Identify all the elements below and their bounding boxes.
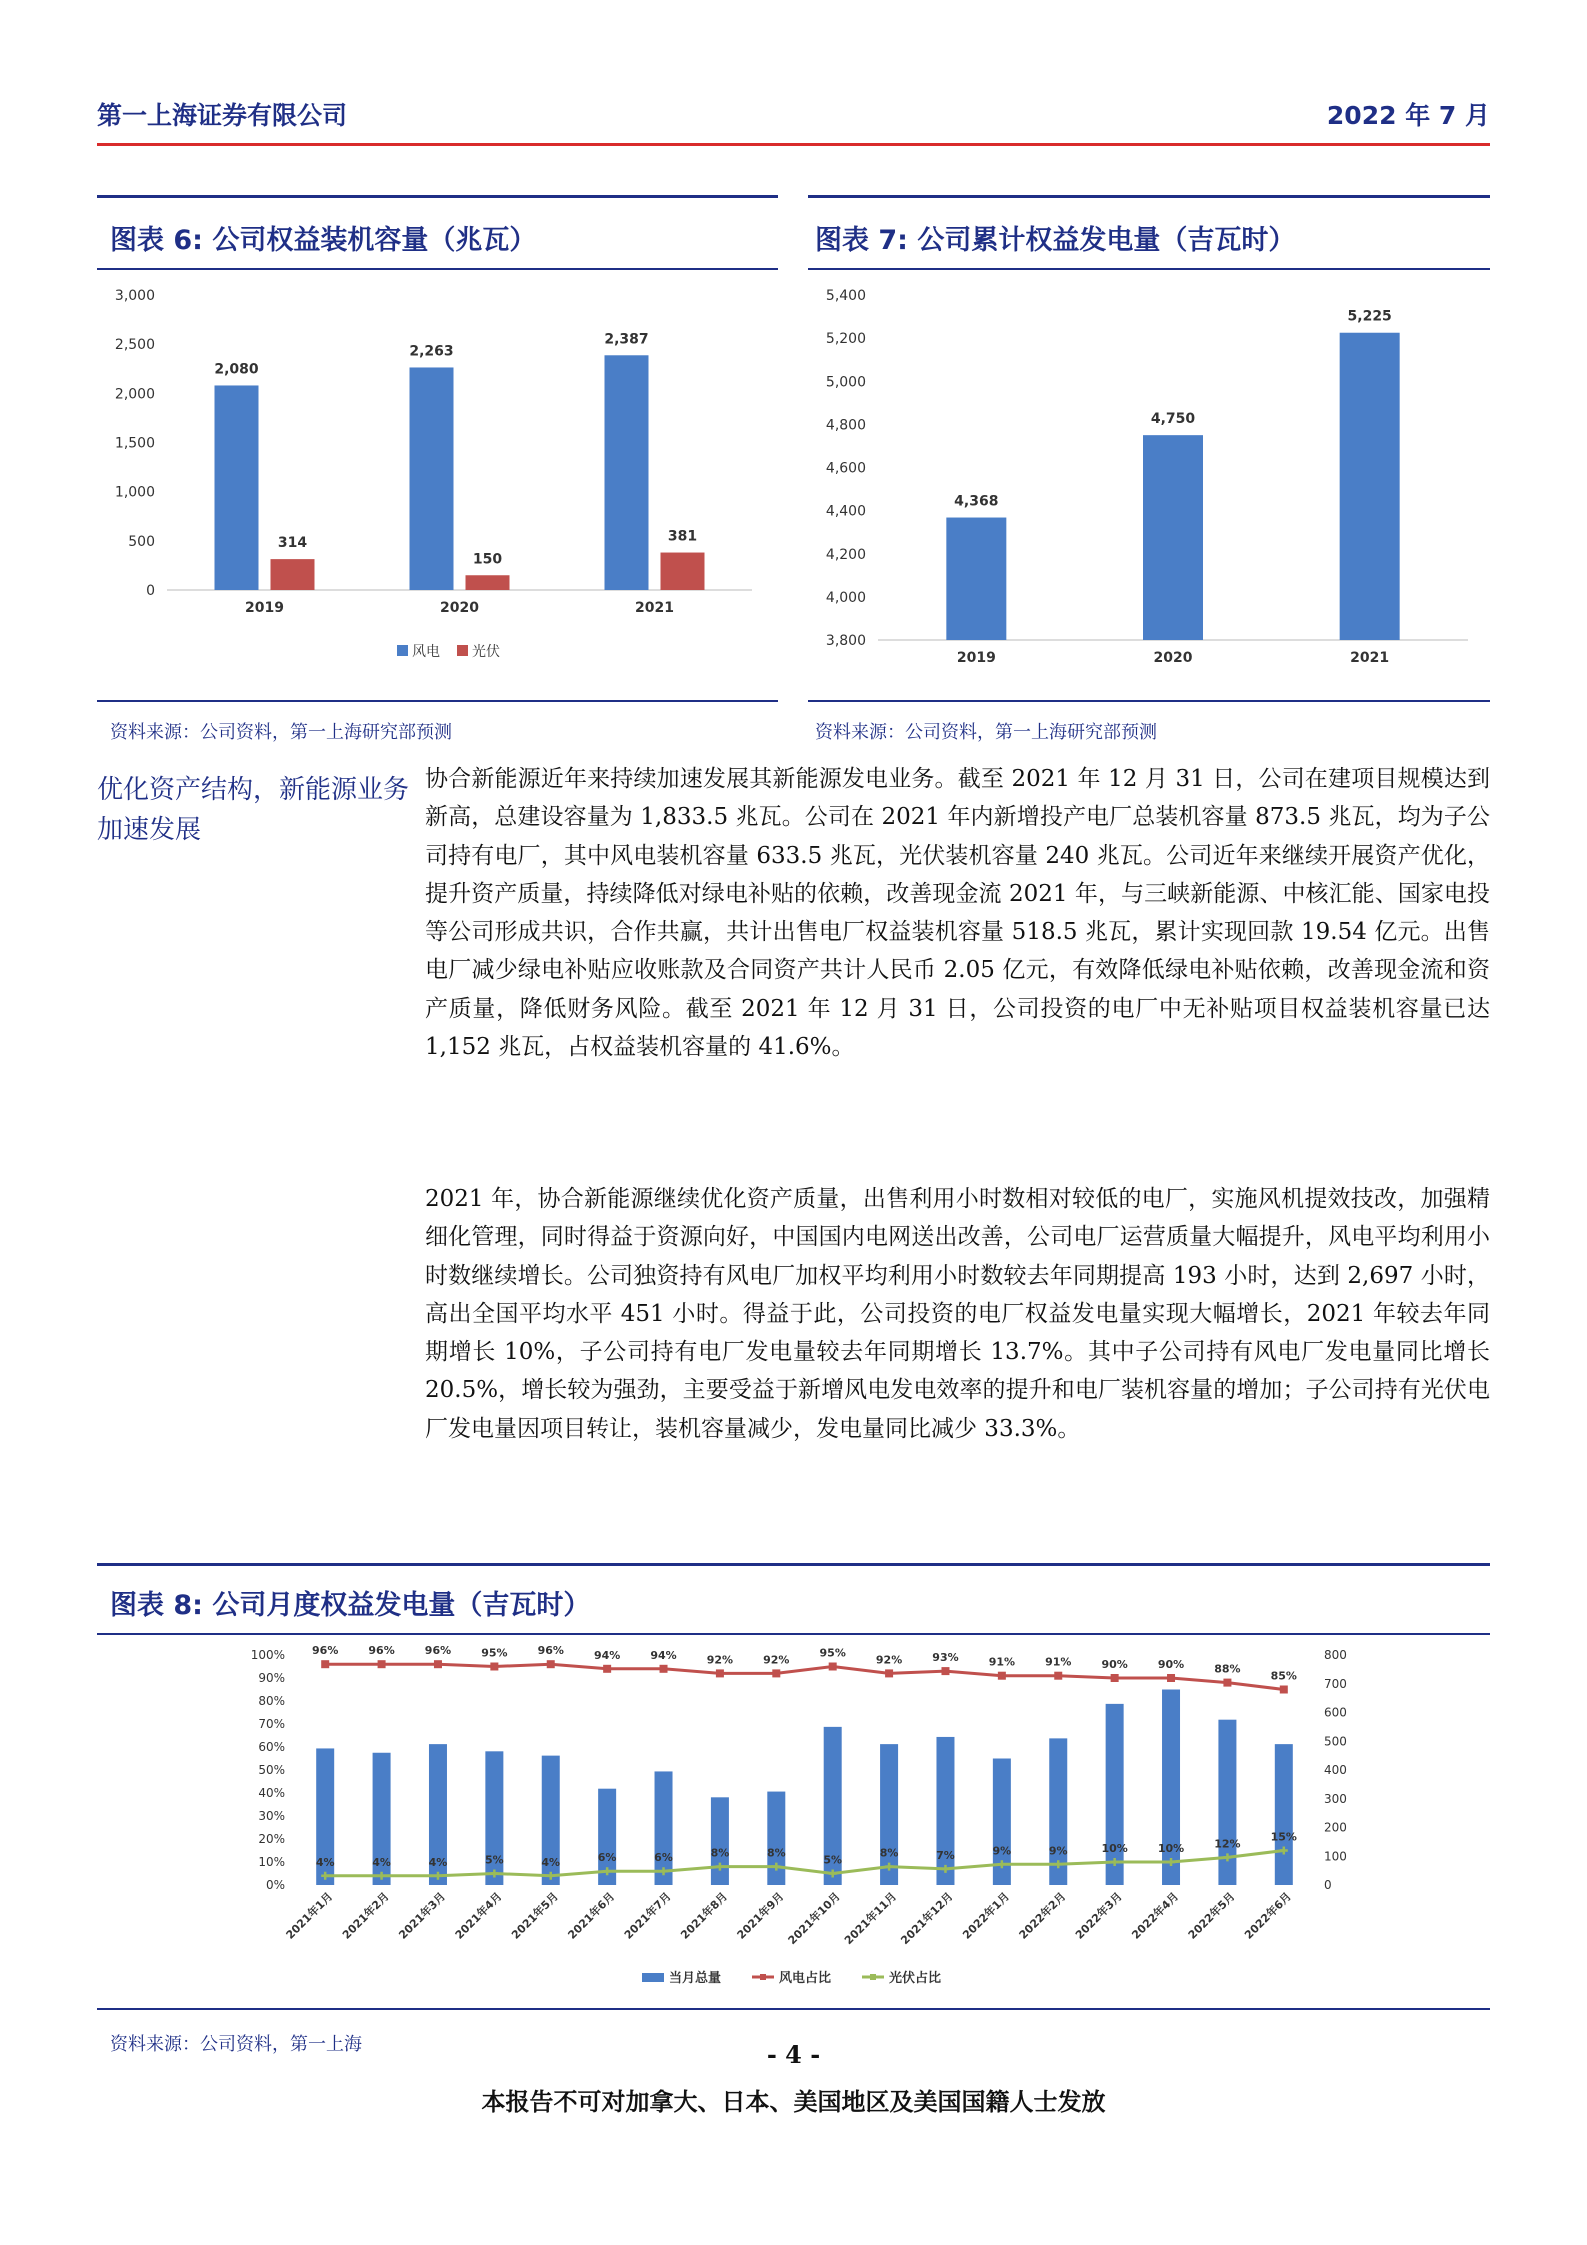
y-tick-label: 3,000 [114,288,155,304]
marker-风电占比 [885,1669,893,1677]
marker-风电占比 [998,1672,1006,1680]
bar-2022年3月 [1106,1704,1124,1885]
legend-label: 当月总量 [669,1971,722,1986]
y-tick-label: 4,000 [825,589,866,606]
data-label: 4,750 [1150,411,1196,428]
bar-2022年4月 [1162,1690,1180,1886]
x-tick-label: 2021年11月 [841,1889,900,1948]
marker-风电占比 [660,1665,668,1673]
data-label: 91% [988,1655,1016,1669]
right-y-tick: 500 [1324,1734,1347,1749]
x-tick-label: 2020 [1153,650,1193,666]
figure7-chart [808,275,1490,675]
data-label: 96% [368,1644,395,1658]
y-tick-label: 1,000 [114,484,155,501]
x-tick-label: 2019 [956,650,996,666]
marker-风电占比 [378,1660,386,1668]
marker-风电占比 [941,1667,949,1675]
data-label: 88% [1214,1662,1241,1676]
legend-label: 光伏 [472,644,500,660]
y-tick-label: 3,800 [825,633,866,649]
left-y-tick: 50% [258,1763,285,1777]
data-label: 6% [654,1851,673,1865]
x-tick-label: 2021年6月 [565,1889,618,1942]
x-tick-label: 2022年6月 [1242,1889,1294,1942]
fig8-bottom-rule [97,2008,1490,2010]
distribution-notice: 本报告不可对加拿大、日本、美国地区及美国国籍人士发放 [481,2088,1106,2116]
marker-风电占比 [490,1663,498,1671]
data-label: 150 [472,551,503,568]
right-y-tick: 0 [1324,1878,1332,1892]
left-y-tick: 20% [258,1832,285,1846]
fig67-bottom-rule [97,700,778,702]
data-label: 8% [710,1846,730,1860]
x-tick-label: 2021年12月 [898,1889,956,1948]
data-label: 8% [766,1846,786,1860]
data-label: 2,080 [214,361,259,378]
left-y-tick: 60% [258,1740,285,1754]
marker-风电占比 [1223,1679,1231,1687]
figure8-source: 资料来源：公司资料，第一上海 [110,2034,362,2055]
x-tick-label: 2021年7月 [621,1889,674,1942]
figure7-source: 资料来源：公司资料，第一上海研究部预测 [815,722,1157,743]
data-label: 4% [372,1855,391,1869]
data-label: 4% [315,1855,335,1869]
x-tick-label: 2022年1月 [960,1889,1012,1942]
data-label: 92% [763,1653,790,1667]
left-y-tick: 10% [258,1855,285,1869]
data-label: 95% [481,1646,508,1660]
x-tick-label: 2021年2月 [339,1889,392,1942]
legend-swatch [457,645,468,656]
side-heading: 优化资产结构，新能源业务加速发展 [97,775,410,845]
marker-风电占比 [434,1660,442,1668]
page-number: - 4 - [766,2040,821,2069]
fig67-top-rule-right [808,195,1490,198]
data-label: 4,368 [954,493,999,510]
bar-风电-2021 [605,355,649,590]
x-tick-label: 2019 [245,600,284,616]
y-tick-label: 0 [146,583,155,599]
bar-2021年8月 [711,1797,729,1885]
data-label: 4% [541,1855,561,1869]
bar-2020 [1143,435,1203,640]
left-y-tick: 70% [258,1717,285,1731]
x-tick-label: 2022年3月 [1072,1889,1125,1942]
x-tick-label: 2020 [440,600,479,616]
marker-风电占比 [547,1660,555,1668]
data-label: 12% [1214,1837,1241,1851]
data-label: 96% [424,1644,452,1658]
data-label: 90% [1157,1658,1185,1671]
y-tick-label: 4,800 [825,417,866,434]
legend-label: 风电 [412,644,440,660]
data-label: 96% [312,1644,339,1658]
data-label: 6% [597,1851,617,1865]
right-y-tick: 200 [1324,1820,1347,1835]
x-tick-label: 2021年1月 [283,1889,336,1942]
y-tick-label: 2,500 [114,337,155,354]
y-tick-label: 5,400 [825,288,866,304]
data-label: 15% [1270,1830,1297,1844]
report-date: 2022 年 7 月 [1326,101,1490,130]
data-label: 8% [879,1846,899,1860]
fig8-title-rule [97,1633,1490,1635]
fig8-top-rule [97,1563,1490,1566]
data-label: 10% [1157,1842,1185,1855]
data-label: 5,225 [1347,308,1392,325]
left-y-tick: 80% [258,1694,285,1708]
x-tick-label: 2022年2月 [1016,1889,1069,1942]
marker-风电占比 [1111,1674,1119,1682]
data-label: 9% [1048,1844,1068,1858]
data-label: 10% [1101,1842,1128,1855]
legend-label: 风电占比 [779,1971,832,1986]
marker-风电占比 [1054,1672,1062,1680]
figure8-chart [97,1640,1490,2005]
data-label: 91% [1045,1655,1072,1669]
data-label: 2,387 [604,331,649,348]
figure6-title: 图表 6: 公司权益装机容量（兆瓦） [110,225,537,256]
bar-2022年6月 [1275,1744,1293,1885]
figure8-title: 图表 8: 公司月度权益发电量（吉瓦时） [110,1590,591,1621]
data-label: 314 [277,535,308,552]
data-label: 5% [823,1853,843,1867]
left-y-tick: 100% [250,1648,285,1662]
marker-风电占比 [772,1669,780,1677]
right-y-tick: 400 [1324,1763,1347,1777]
bar-风电-2019 [215,385,259,590]
fig67-bottom-rule-right [808,700,1490,702]
legend-marker [870,1974,876,1980]
legend-swatch [397,645,408,656]
data-label: 95% [819,1646,846,1660]
data-label: 92% [706,1653,734,1667]
y-tick-label: 5,000 [825,374,866,391]
data-label: 94% [650,1648,677,1662]
data-label: 96% [537,1644,564,1658]
left-y-tick: 0% [265,1878,285,1892]
y-tick-label: 500 [128,533,155,550]
figure6-chart [97,275,778,675]
figure6-source: 资料来源：公司资料，第一上海研究部预测 [110,722,452,743]
bar-2021年9月 [767,1792,785,1885]
x-tick-label: 2022年4月 [1129,1889,1182,1942]
left-y-tick: 30% [258,1809,285,1823]
data-label: 85% [1270,1669,1297,1683]
y-tick-label: 4,600 [825,460,866,477]
marker-风电占比 [321,1660,329,1668]
x-tick-label: 2021年10月 [785,1889,843,1948]
bar-光伏-2019 [271,559,315,590]
data-label: 2,263 [409,343,454,360]
data-label: 381 [667,528,698,545]
x-tick-label: 2021 [1350,650,1390,666]
data-label: 4% [428,1855,448,1869]
bar-风电-2020 [410,367,454,590]
right-y-tick: 600 [1324,1705,1347,1720]
company-name: 第一上海证券有限公司 [97,101,348,130]
left-y-tick: 90% [258,1671,285,1685]
marker-风电占比 [1167,1674,1175,1682]
paragraph-2: 2021 年，协合新能源继续优化资产质量，出售利用小时数相对较低的电厂，实施风机提效技改，加强精细化管理，同时得益于资源向好，中国国内电网送出改善，公司电厂运营质量大幅提升，风电平均利用小时数继续增长。公司独资持有风电厂加权平均利用小时数较去年同期提高 193 小时，达到 2,697 小时，高出全国平均水平 451 小时。得益于此，公司投资的电厂权益发电量实现大幅增长，2021 年较去年同期增长 10%，子公司持有电厂发电量较去年同期增长 13.7%。其中子公司持有风电厂发电量同比增长 20.5%，增长较为强劲，主要受益于新增风电发电效率的提升和电厂装机容量的增加；子公司持有光伏电厂发电量因项目转让，装机容量减少，发电量同比减少 33.3%。 [425,1186,1490,1442]
x-tick-label: 2022年5月 [1185,1889,1238,1942]
fig67-title-rule-right [808,268,1490,270]
y-tick-label: 1,500 [114,435,155,452]
header-rule [97,143,1490,146]
bar-光伏-2020 [466,575,510,590]
marker-风电占比 [603,1665,611,1673]
data-label: 5% [485,1853,504,1867]
legend-marker [760,1974,766,1980]
bar-2019 [946,518,1006,640]
marker-风电占比 [829,1663,837,1671]
marker-风电占比 [1280,1686,1288,1694]
x-tick-label: 2021年8月 [678,1889,731,1942]
legend-swatch [642,1973,664,1982]
bar-2021年12月 [936,1737,954,1885]
data-label: 9% [992,1844,1012,1858]
right-y-tick: 800 [1324,1648,1347,1662]
y-tick-label: 5,200 [825,331,866,348]
marker-风电占比 [716,1669,724,1677]
left-y-tick: 40% [258,1786,285,1800]
y-tick-label: 4,200 [825,546,866,563]
x-tick-label: 2021年9月 [734,1889,787,1942]
right-y-tick: 700 [1324,1676,1347,1691]
bar-2021 [1340,333,1400,640]
line-风电占比 [325,1664,1284,1689]
y-tick-label: 4,400 [825,503,866,520]
data-label: 7% [936,1848,955,1862]
data-label: 93% [932,1651,959,1665]
paragraph-1: 协合新能源近年来持续加速发展其新能源发电业务。截至 2021 年 12 月 31 日，公司在建项目规模达到新高，总建设容量为 1,833.5 兆瓦。公司在 2021 年内新增投产电厂总装机容量 873.5 兆瓦，均为子公司持有电厂，其中风电装机容量 633.5 兆瓦，光伏装机容量 240 兆瓦。公司近年来继续开展资产优化，提升资产质量，持续降低对绿电补贴的依赖，改善现金流 2021 年，与三峡新能源、中核汇能、国家电投等公司形成共识，合作共赢，共计出售电厂权益装机容量 518.5 兆瓦，累计实现回款 19.54 亿元。出售电厂减少绿电补贴应收账款及合同资产共计人民币 2.05 亿元，有效降低绿电补贴依赖，改善现金流和资产质量，降低财务风险。截至 2021 年 12 月 31 日，公司投资的电厂中无补贴项目权益装机容量已达 1,152 兆瓦，占权益装机容量的 41.6%。 [425,766,1490,1061]
x-tick-label: 2021年3月 [396,1889,449,1942]
x-tick-label: 2021 [635,600,674,616]
right-y-tick: 100 [1324,1849,1347,1864]
figure7-title: 图表 7: 公司累计权益发电量（吉瓦时） [815,225,1296,256]
right-y-tick: 300 [1324,1791,1347,1806]
bar-光伏-2021 [661,553,705,590]
legend-label: 光伏占比 [889,1971,942,1986]
fig67-title-rule [97,268,778,270]
data-label: 94% [593,1648,621,1662]
data-label: 92% [875,1653,903,1667]
y-tick-label: 2,000 [114,386,155,403]
fig67-top-rule [97,195,778,198]
x-tick-label: 2021年4月 [452,1889,505,1942]
x-tick-label: 2021年5月 [509,1889,561,1942]
data-label: 90% [1101,1658,1128,1671]
